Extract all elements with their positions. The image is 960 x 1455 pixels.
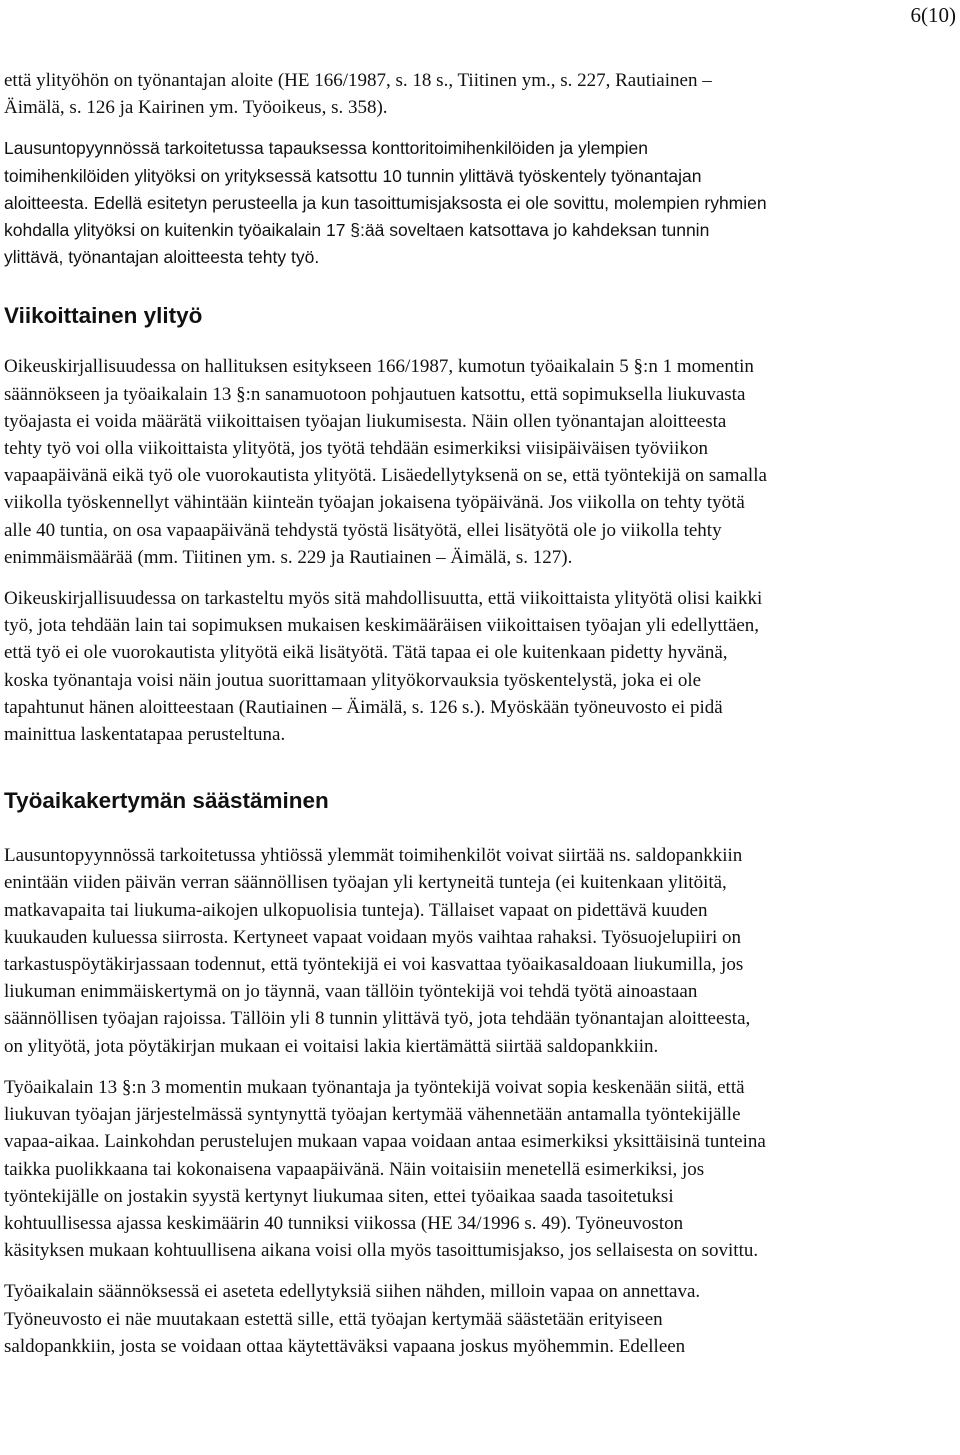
section-heading-time-bank: Työaikakertymän säästäminen [4, 788, 329, 814]
text-line: työntekijälle on jostakin syystä kertynyt liukumaa siten, ettei työaikaa saada tasoitetuksi [4, 1185, 674, 1207]
text-line: työ, jota tehdään lain tai sopimuksen mukaisen keskimääräisen viikoittaisen työajan yli edellyttäen, [4, 615, 760, 637]
paragraph-overtime-definition [4, 135, 954, 271]
text-line: liukuvan työajan järjestelmässä syntynyttä työajan kertymää vähennetään antamalla työntekijälle [4, 1104, 741, 1126]
text-line: ylittävä, työnantajan aloitteesta tehty työ. [4, 247, 320, 268]
text-line: että ylityöhön on työnantajan aloite (HE 166/1987, s. 18 s., Tiitinen ym., s. 227, Rautiainen – [4, 70, 712, 91]
text-line: tehty työ voi olla viikoittaista ylityötä, jos työtä tehdään esimerkiksi viisipäiväisen työviikon [4, 438, 708, 460]
text-line: että työ ei ole vuorokautista ylityötä eikä lisätyötä. Tätä tapaa ei ole kuitenkaan pidetty hyvänä, [4, 642, 728, 664]
text-line: mainittua laskentatapaa perusteltuna. [4, 724, 286, 746]
paragraph-calculation-method [4, 585, 954, 748]
text-line: Työneuvosto ei näe muutakaan estettä sille, että työajan kertymää säästetään erityiseen [4, 1308, 663, 1330]
text-line: saldopankkiin, josta se voidaan ottaa käytettäväksi vapaana joskus myöhemmin. Edelleen [4, 1335, 686, 1357]
text-line: matkavapaita tai liukuma-aikojen ulkopuolisia tunteja). Tällaiset vapaat on pidettävä kuuden [4, 899, 708, 921]
text-line: kuukauden kuluessa siirrosta. Kertyneet vapaat voidaan myös vaihtaa rahaksi. Työsuojelupiiri on [4, 926, 742, 948]
text-line: toimihenkilöiden ylityöksi on yrityksessä katsottu 10 tunnin ylittävä työskentely työnantajan [4, 165, 702, 186]
text-line: aloitteesta. Edellä esitetyn perusteella ja kun tasoittumisjaksosta ei ole sovittu, molempien ryhmien [4, 192, 767, 213]
text-line: säännöllisen työajan rajoissa. Tällöin yli 8 tunnin ylittävä työ, jota tehdään työnantajan aloitteesta, [4, 1008, 751, 1030]
text-line: alle 40 tuntia, on osa vapaapäivänä tehdystä työstä lisätyötä, ellei lisätyötä ole jo viikolla tehty [4, 519, 722, 541]
text-line: on ylityötä, jota pöytäkirjan mukaan ei voitaisi lakia kiertämättä siirtää saldopankkiin. [4, 1035, 659, 1057]
text-line: työajasta ei voida määrätä viikoittaisen työajan liukumisesta. Näin ollen työnantajan aloitteesta [4, 410, 727, 432]
text-line: tapahtunut hänen aloitteestaan (Rautiainen – Äimälä, s. 126 s.). Myöskään työneuvosto ei pidä [4, 696, 723, 718]
paragraph-leave-timing [4, 1278, 954, 1360]
text-line: koska työnantaja voisi näin joutua suorittamaan ylityökorvauksia työskentelystä, joka ei ole [4, 669, 702, 691]
document-body [4, 67, 954, 1360]
paragraph-citation-end [4, 67, 954, 121]
text-line: kohdalla ylityöksi on kuitenkin työaikalain 17 §:ää soveltaen katsottava jo kahdeksan tunnin [4, 220, 710, 241]
text-line: viikolla työskennellyt vähintään kiinteän työajan jokaisena työpäivänä. Jos viikolla on tehty työtä [4, 492, 745, 514]
text-line: Oikeuskirjallisuudessa on hallituksen esitykseen 166/1987, kumotun työaikalain 5 §:n 1 momentin [4, 356, 754, 378]
text-line: säännökseen ja työaikalain 13 §:n sanamuotoon pohjautuen katsottu, että sopimuksella liukuvasta [4, 383, 746, 405]
text-line: käsityksen mukaan kohtuullisena aikana voisi olla myös tasoittumisjakso, jos sellaisesta on sovittu. [4, 1240, 759, 1262]
section-heading-weekly-overtime: Viikoittainen ylityö [4, 303, 203, 329]
text-line: tarkastuspöytäkirjassaan todennut, että työntekijä ei voi kasvattaa työaikasaldoaan liukumilla, jos [4, 954, 744, 976]
text-line: Lausuntopyynnössä tarkoitetussa tapauksessa konttoritoimihenkilöiden ja ylempien [4, 138, 648, 159]
text-line: vapaa-aikaa. Lainkohdan perustelujen mukaan vapaa voidaan antaa esimerkiksi yksittäisinä tunteina [4, 1131, 766, 1153]
text-line: Työaikalain 13 §:n 3 momentin mukaan työnantaja ja työntekijä voivat sopia keskenään siitä, että [4, 1076, 745, 1098]
text-line: Työaikalain säännöksessä ei aseteta edellytyksiä siihen nähden, milloin vapaa on annettava. [4, 1281, 701, 1303]
text-line: enimmäismäärää (mm. Tiitinen ym. s. 229 ja Rautiainen – Äimälä, s. 127). [4, 546, 573, 568]
text-line: Lausuntopyynnössä tarkoitetussa yhtiössä ylemmät toimihenkilöt voivat siirtää ns. saldopankkiin [4, 845, 743, 867]
text-line: Oikeuskirjallisuudessa on tarkasteltu myös sitä mahdollisuutta, että viikoittaista ylityötä olisi kaikki [4, 588, 763, 610]
paragraph-time-bank [4, 842, 954, 1060]
text-line: kohtuullisessa ajassa keskimäärin 40 tunniksi viikossa (HE 34/1996 s. 49). Työneuvoston [4, 1212, 684, 1234]
text-line: Äimälä, s. 126 ja Kairinen ym. Työoikeus, s. 358). [4, 97, 388, 119]
paragraph-working-hours-act [4, 1074, 954, 1264]
text-line: taikka puolikkaana tai kokonaisena vapaapäivänä. Näin voitaisiin menetellä esimerkiksi, jos [4, 1158, 705, 1180]
page-number: 6(10) [910, 3, 956, 27]
text-line: vapaapäivänä eikä työ ole vuorokautista ylityötä. Lisäedellytyksenä on se, että työntekijä on samalla [4, 465, 767, 487]
paragraph-weekly-overtime [4, 353, 954, 571]
text-line: enintään viiden päivän verran säännöllisen työajan yli kertyneitä tunteja (ei kuitenkaan ylitöitä, [4, 872, 727, 894]
text-line: liukuman enimmäiskertymä on jo täynnä, vaan tällöin työntekijä voi tehdä työtä ainoastaan [4, 981, 698, 1003]
